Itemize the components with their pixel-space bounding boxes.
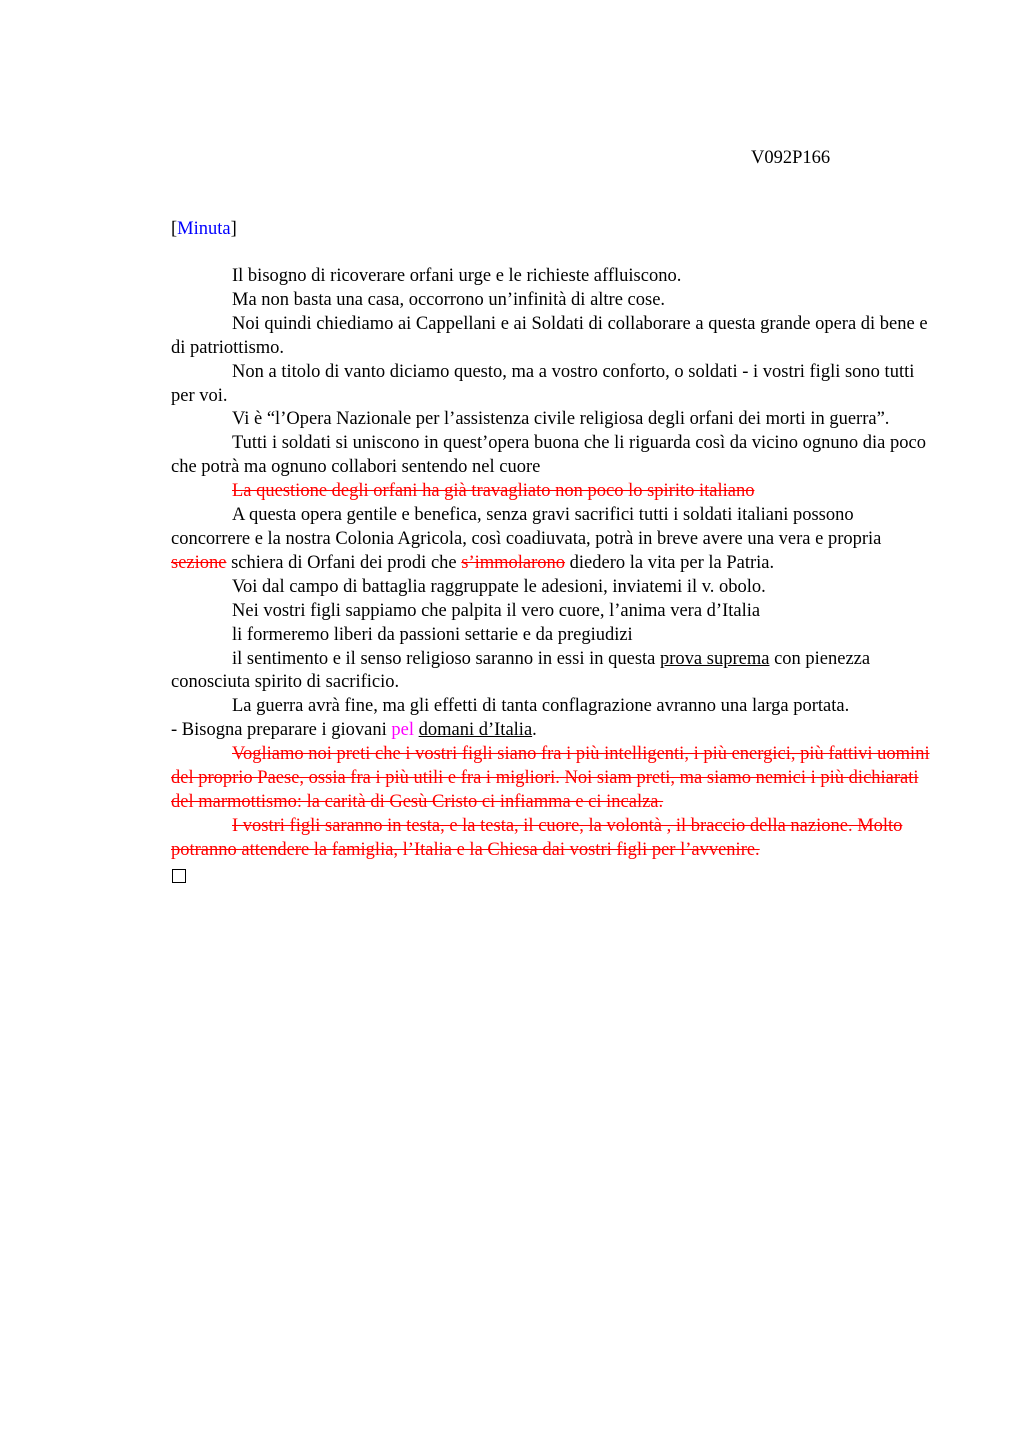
paragraph: Nei vostri figli sappiamo che palpita il vero cuore, l’anima vera d’Italia	[232, 600, 761, 621]
heading-open-bracket: [	[171, 219, 178, 239]
paragraph: Il bisogno di ricoverare orfani urge e le richieste affluiscono.	[232, 266, 682, 286]
text-run: con pienezza conosciuta spirito di sacrificio.	[171, 648, 871, 693]
document-heading	[171, 217, 237, 241]
deleted-paragraph: I vostri figli saranno in testa, e la testa, il cuore, la volontà , il braccio della nazione. Molto potranno attendere la famiglia, l’Italia e la Chiesa dai vostri figli per l’avvenire.	[171, 815, 903, 860]
text-run: il sentimento e il senso religioso saranno in essi in questa	[232, 648, 661, 669]
paragraph: La guerra avrà fine, ma gli effetti di tanta conflagrazione avranno una larga portata.	[232, 696, 850, 717]
inserted-word: pel	[391, 720, 414, 741]
text-run: .	[532, 720, 537, 741]
paragraph: Voi dal campo di battaglia raggruppate le adesioni, inviatemi il v. obolo.	[232, 576, 766, 597]
paragraph	[171, 504, 931, 576]
paragraph: li formeremo liberi da passioni settarie e da pregiudizi	[232, 624, 633, 645]
heading-label: Minuta	[177, 219, 231, 239]
paragraph	[171, 719, 931, 743]
paragraph: Non a titolo di vanto diciamo questo, ma a vostro conforto, o soldati - i vostri figli sono tutti per voi.	[171, 361, 915, 406]
page-id: V092P166	[751, 148, 831, 168]
document-body	[171, 265, 931, 891]
paragraph: Ma non basta una casa, occorrono un’infinità di altre cose.	[232, 289, 666, 310]
text-run: A questa opera gentile e benefica, senza gravi sacrifici tutti i soldati italiani possono concorrere e la nostra Colonia Agricola, così coadiuvata, potrà in breve avere una vera e propria	[171, 505, 882, 549]
text-run: - Bisogna preparare i giovani	[171, 720, 392, 741]
paragraph	[171, 648, 931, 696]
end-marker-row	[171, 863, 931, 891]
deleted-paragraph: La questione degli orfani ha già travagliato non poco lo spirito italiano	[232, 481, 755, 502]
heading-close-bracket: ]	[230, 219, 237, 239]
text-run: diedero la vita per la Patria.	[565, 552, 775, 573]
deleted-word: s’immolarono	[461, 552, 566, 573]
checkbox-icon	[172, 869, 186, 883]
deleted-word: sezione	[171, 552, 227, 573]
deleted-paragraph: Vogliamo noi preti che i vostri figli siano fra i più intelligenti, i più energici, più fattivi uomini del proprio Paese, ossia fra i più utili e fra i migliori. Noi siam preti, ma siamo nemici i più dichiarati del marmottismo: la carità di Gesù Cristo ci infiamma e ci incalza.	[171, 744, 930, 812]
paragraph: Vi è “l’Opera Nazionale per l’assistenza civile religiosa degli orfani dei morti in guerra”.	[232, 409, 890, 430]
underlined-phrase: prova suprema	[660, 648, 770, 669]
underlined-phrase: domani d’Italia	[418, 720, 533, 741]
paragraph: Noi quindi chiediamo ai Cappellani e ai Soldati di collaborare a questa grande opera di bene e di patriottismo.	[171, 313, 928, 358]
text-run: schiera di Orfani dei prodi che	[226, 552, 462, 573]
paragraph: Tutti i soldati si uniscono in quest’opera buona che li riguarda così da vicino ognuno dia poco che potrà ma ognuno collabori sentendo nel cuore	[171, 433, 926, 478]
